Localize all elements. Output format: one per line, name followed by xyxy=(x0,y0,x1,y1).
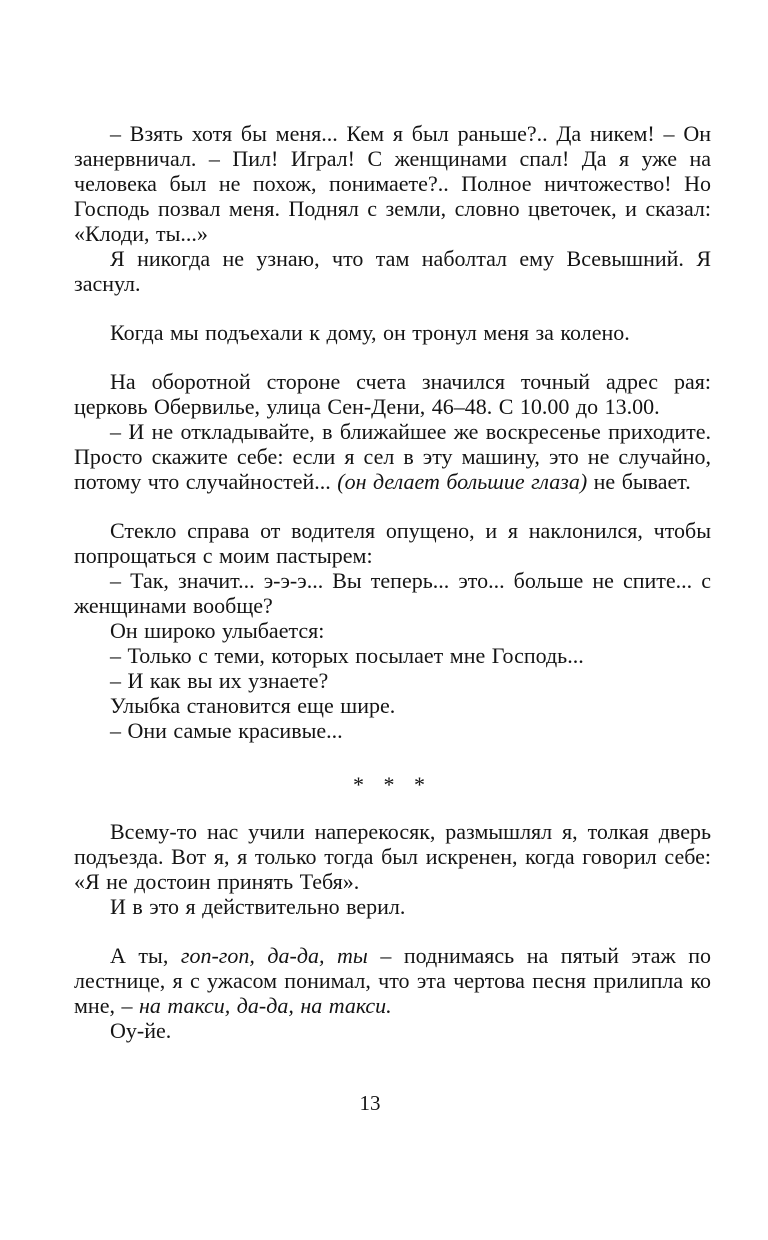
paragraph xyxy=(74,718,711,743)
paragraph xyxy=(74,320,711,345)
text-run: Оу-йе. xyxy=(110,1018,172,1043)
paragraph xyxy=(74,943,711,1018)
text-run: – И не откладывайте, в ближайшее же воскресенье приходите. Просто скажите себе: если я сел в эту машину, это не случайно, потому что случайностей... xyxy=(74,419,711,494)
text-run: Я никогда не узнаю, что там наболтал ему Всевышний. Я заснул. xyxy=(74,246,711,296)
paragraph xyxy=(74,693,711,718)
paragraph xyxy=(74,819,711,894)
section-separator: * * * xyxy=(353,772,432,797)
paragraph xyxy=(74,1018,711,1043)
text-run: не бывает. xyxy=(587,469,691,494)
text-run: гоп-гоп, да-да, ты xyxy=(180,943,368,968)
text-run: – Только с теми, которых посылает мне Господь... xyxy=(110,643,584,668)
paragraph xyxy=(74,618,711,643)
paragraph xyxy=(74,518,711,568)
text-run: И в это я действительно верил. xyxy=(110,894,406,919)
paragraph xyxy=(74,121,711,246)
text-run: Улыбка становится еще шире. xyxy=(110,693,396,718)
text-run: Когда мы подъехали к дому, он тронул меня за колено. xyxy=(110,320,630,345)
page-number: 13 xyxy=(359,1091,381,1115)
paragraph xyxy=(74,643,711,668)
paragraph xyxy=(74,568,711,618)
text-run: Он широко улыбается: xyxy=(110,618,325,643)
text-run: (он делает большие глаза) xyxy=(337,469,588,494)
text-run: На оборотной стороне счета значился точный адрес рая: церковь Обервилье, улица Сен-Дени, 46–48. С 10.00 до 13.00. xyxy=(74,369,711,419)
text-column xyxy=(74,121,711,1043)
text-run: А ты, xyxy=(110,943,181,968)
text-run: – Они самые красивые... xyxy=(110,718,343,743)
paragraph xyxy=(74,668,711,693)
text-run: – Взять хотя бы меня... Кем я был раньше?.. Да никем! – Он занервничал. – Пил! Играл! С женщинами спал! Да я уже на человека был не похож, понимаете?.. Полное ничтожество! Но Господь позвал меня. Поднял с земли, словно цветочек, и сказал: «Клоди, ты...» xyxy=(74,121,711,246)
paragraph xyxy=(74,369,711,419)
text-run: – поднимаясь на пятый этаж по лестнице, я с ужасом понимал, что эта чертова песня прилипла ко мне, – xyxy=(74,943,711,1018)
text-run: Всему-то нас учили наперекосяк, размышлял я, толкая дверь подъезда. Вот я, я только тогда был искренен, когда говорил себе: «Я не достоин принять Тебя». xyxy=(74,819,711,894)
paragraph xyxy=(74,419,711,494)
text-run: на такси, да-да, на такси. xyxy=(138,993,392,1018)
paragraph xyxy=(74,894,711,919)
text-run: – И как вы их узнаете? xyxy=(110,668,329,693)
paragraph xyxy=(74,246,711,296)
text-run: – Так, значит... э-э-э... Вы теперь... это... больше не спите... с женщинами вообще? xyxy=(74,568,711,618)
text-run: Стекло справа от водителя опущено, и я наклонился, чтобы попрощаться с моим пастырем: xyxy=(74,518,711,568)
